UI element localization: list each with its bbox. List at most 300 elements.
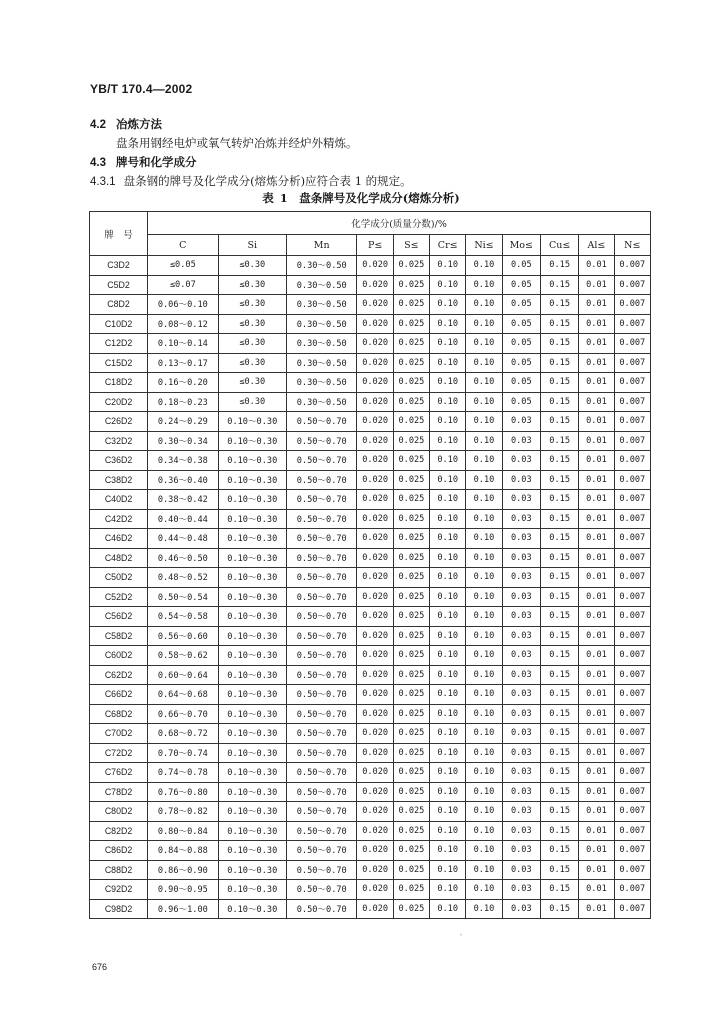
value-cell: 0.50～0.70 — [286, 899, 357, 919]
table-row — [90, 373, 651, 393]
value-cell: 0.10～0.30 — [218, 841, 286, 861]
grade-cell: C42D2 — [90, 509, 148, 529]
value-cell: 0.007 — [614, 685, 650, 705]
value-cell: 0.10 — [430, 353, 466, 373]
section-title: 牌号和化学成分 — [116, 155, 197, 169]
value-cell: 0.46～0.50 — [148, 548, 219, 568]
value-cell: 0.025 — [393, 509, 429, 529]
table-row — [90, 646, 651, 666]
value-cell: 0.020 — [357, 587, 393, 607]
value-cell: 0.01 — [579, 646, 614, 666]
value-cell: 0.03 — [502, 509, 540, 529]
grade-cell: C38D2 — [90, 470, 148, 490]
value-cell: 0.50～0.70 — [286, 470, 357, 490]
value-cell: 0.025 — [393, 334, 429, 354]
section-number: 4.2 — [90, 119, 106, 131]
value-cell: 0.01 — [579, 529, 614, 549]
table-row — [90, 743, 651, 763]
value-cell: 0.03 — [502, 763, 540, 783]
value-cell: 0.10～0.30 — [218, 431, 286, 451]
table-row — [90, 314, 651, 334]
value-cell: 0.50～0.70 — [286, 529, 357, 549]
value-cell: 0.15 — [540, 841, 578, 861]
value-cell: 0.025 — [393, 314, 429, 334]
value-cell: 0.15 — [540, 275, 578, 295]
table-row — [90, 841, 651, 861]
column-header: Mn — [286, 235, 357, 256]
value-cell: 0.025 — [393, 607, 429, 627]
value-cell: 0.020 — [357, 568, 393, 588]
value-cell: 0.007 — [614, 431, 650, 451]
grade-cell: C98D2 — [90, 899, 148, 919]
value-cell: 0.020 — [357, 802, 393, 822]
value-cell: 0.025 — [393, 587, 429, 607]
value-cell: 0.01 — [579, 763, 614, 783]
value-cell: 0.01 — [579, 451, 614, 471]
value-cell: 0.50～0.70 — [286, 568, 357, 588]
value-cell: 0.50～0.70 — [286, 880, 357, 900]
standard-number: YB/T 170.4—2002 — [90, 82, 193, 96]
value-cell: 0.15 — [540, 704, 578, 724]
value-cell: 0.50～0.70 — [286, 646, 357, 666]
value-cell: 0.18～0.23 — [148, 392, 219, 412]
value-cell: 0.86～0.90 — [148, 860, 219, 880]
table-row — [90, 470, 651, 490]
value-cell: 0.10 — [430, 431, 466, 451]
value-cell: 0.15 — [540, 782, 578, 802]
value-cell: 0.10 — [430, 646, 466, 666]
value-cell: 0.10 — [466, 743, 502, 763]
grade-cell: C48D2 — [90, 548, 148, 568]
table-row — [90, 704, 651, 724]
value-cell: 0.10 — [466, 314, 502, 334]
value-cell: 0.10 — [466, 451, 502, 471]
value-cell: 0.10 — [430, 490, 466, 510]
value-cell: 0.15 — [540, 607, 578, 627]
value-cell: 0.10 — [466, 704, 502, 724]
value-cell: ≤0.30 — [218, 353, 286, 373]
grade-cell: C36D2 — [90, 451, 148, 471]
value-cell: 0.007 — [614, 490, 650, 510]
value-cell: 0.96～1.00 — [148, 899, 219, 919]
stray-mark: 。 — [460, 930, 467, 937]
value-cell: 0.020 — [357, 353, 393, 373]
value-cell: 0.30～0.34 — [148, 431, 219, 451]
value-cell: 0.48～0.52 — [148, 568, 219, 588]
value-cell: 0.10 — [466, 529, 502, 549]
value-cell: 0.025 — [393, 646, 429, 666]
value-cell: 0.10 — [430, 763, 466, 783]
value-cell: 0.15 — [540, 353, 578, 373]
value-cell: 0.03 — [502, 548, 540, 568]
value-cell: 0.025 — [393, 295, 429, 315]
value-cell: 0.01 — [579, 841, 614, 861]
value-cell: 0.03 — [502, 841, 540, 861]
value-cell: 0.10～0.30 — [218, 685, 286, 705]
grade-cell: C88D2 — [90, 860, 148, 880]
value-cell: 0.15 — [540, 685, 578, 705]
value-cell: 0.10 — [466, 568, 502, 588]
value-cell: 0.15 — [540, 470, 578, 490]
value-cell: 0.50～0.70 — [286, 724, 357, 744]
value-cell: 0.60～0.64 — [148, 665, 219, 685]
column-header: Ni≤ — [466, 235, 502, 256]
value-cell: 0.01 — [579, 880, 614, 900]
value-cell: 0.10 — [430, 899, 466, 919]
value-cell: 0.020 — [357, 880, 393, 900]
value-cell: 0.025 — [393, 568, 429, 588]
value-cell: 0.10～0.30 — [218, 568, 286, 588]
value-cell: 0.03 — [502, 880, 540, 900]
grade-cell: C56D2 — [90, 607, 148, 627]
value-cell: 0.020 — [357, 704, 393, 724]
value-cell: 0.007 — [614, 509, 650, 529]
value-cell: 0.80～0.84 — [148, 821, 219, 841]
composition-group-header: 化学成分(质量分数)/% — [148, 212, 651, 235]
value-cell: 0.025 — [393, 490, 429, 510]
grade-cell: C20D2 — [90, 392, 148, 412]
value-cell: 0.50～0.70 — [286, 802, 357, 822]
value-cell: 0.15 — [540, 763, 578, 783]
value-cell: 0.15 — [540, 821, 578, 841]
value-cell: 0.10 — [466, 899, 502, 919]
value-cell: 0.50～0.70 — [286, 782, 357, 802]
table-row — [90, 860, 651, 880]
value-cell: 0.34～0.38 — [148, 451, 219, 471]
value-cell: 0.025 — [393, 451, 429, 471]
value-cell: 0.10 — [430, 860, 466, 880]
value-cell: 0.15 — [540, 899, 578, 919]
value-cell: 0.01 — [579, 626, 614, 646]
value-cell: 0.36～0.40 — [148, 470, 219, 490]
value-cell: 0.007 — [614, 295, 650, 315]
value-cell: 0.03 — [502, 685, 540, 705]
value-cell: 0.10～0.30 — [218, 548, 286, 568]
value-cell: 0.30～0.50 — [286, 392, 357, 412]
table-row — [90, 392, 651, 412]
value-cell: 0.020 — [357, 509, 393, 529]
value-cell: 0.01 — [579, 373, 614, 393]
value-cell: 0.10 — [430, 607, 466, 627]
table-body — [90, 256, 651, 919]
value-cell: 0.01 — [579, 470, 614, 490]
grade-cell: C10D2 — [90, 314, 148, 334]
value-cell: 0.10 — [466, 548, 502, 568]
value-cell: 0.01 — [579, 860, 614, 880]
table-row — [90, 353, 651, 373]
value-cell: 0.10 — [466, 334, 502, 354]
value-cell: 0.020 — [357, 470, 393, 490]
value-cell: 0.01 — [579, 509, 614, 529]
column-header: Si — [218, 235, 286, 256]
value-cell: 0.30～0.50 — [286, 314, 357, 334]
value-cell: 0.020 — [357, 899, 393, 919]
value-cell: 0.10 — [466, 392, 502, 412]
value-cell: 0.40～0.44 — [148, 509, 219, 529]
value-cell: 0.020 — [357, 275, 393, 295]
value-cell: 0.10 — [430, 509, 466, 529]
value-cell: 0.10 — [466, 802, 502, 822]
value-cell: 0.10 — [466, 431, 502, 451]
value-cell: 0.025 — [393, 665, 429, 685]
value-cell: 0.10 — [430, 665, 466, 685]
value-cell: 0.10 — [430, 802, 466, 822]
section-4-3-1-paragraph — [90, 173, 412, 189]
value-cell: 0.30～0.50 — [286, 256, 357, 276]
value-cell: 0.10 — [466, 412, 502, 432]
grade-cell: C15D2 — [90, 353, 148, 373]
value-cell: 0.10 — [430, 373, 466, 393]
value-cell: 0.15 — [540, 431, 578, 451]
value-cell: 0.007 — [614, 607, 650, 627]
table-row — [90, 587, 651, 607]
value-cell: 0.007 — [614, 568, 650, 588]
value-cell: 0.020 — [357, 412, 393, 432]
value-cell: 0.10～0.30 — [218, 451, 286, 471]
value-cell: 0.10 — [430, 587, 466, 607]
table-row — [90, 899, 651, 919]
value-cell: ≤0.30 — [218, 314, 286, 334]
value-cell: 0.10 — [466, 841, 502, 861]
value-cell: 0.10 — [430, 295, 466, 315]
value-cell: 0.10 — [466, 295, 502, 315]
value-cell: 0.30～0.50 — [286, 353, 357, 373]
value-cell: 0.020 — [357, 451, 393, 471]
value-cell: 0.020 — [357, 295, 393, 315]
value-cell: 0.025 — [393, 743, 429, 763]
value-cell: 0.025 — [393, 626, 429, 646]
value-cell: 0.025 — [393, 841, 429, 861]
value-cell: 0.10～0.30 — [218, 763, 286, 783]
table-row — [90, 763, 651, 783]
value-cell: 0.15 — [540, 880, 578, 900]
value-cell: 0.007 — [614, 587, 650, 607]
value-cell: 0.10 — [466, 860, 502, 880]
value-cell: 0.020 — [357, 256, 393, 276]
value-cell: 0.10～0.30 — [218, 412, 286, 432]
value-cell: ≤0.30 — [218, 392, 286, 412]
value-cell: ≤0.30 — [218, 334, 286, 354]
value-cell: 0.10 — [466, 275, 502, 295]
value-cell: 0.01 — [579, 256, 614, 276]
value-cell: 0.01 — [579, 685, 614, 705]
value-cell: 0.90～0.95 — [148, 880, 219, 900]
grade-cell: C86D2 — [90, 841, 148, 861]
grade-cell: C3D2 — [90, 256, 148, 276]
value-cell: 0.50～0.70 — [286, 431, 357, 451]
value-cell: 0.01 — [579, 724, 614, 744]
value-cell: 0.30～0.50 — [286, 275, 357, 295]
value-cell: 0.05 — [502, 353, 540, 373]
value-cell: 0.15 — [540, 529, 578, 549]
value-cell: ≤0.30 — [218, 275, 286, 295]
value-cell: 0.03 — [502, 821, 540, 841]
value-cell: 0.020 — [357, 607, 393, 627]
value-cell: 0.10 — [430, 821, 466, 841]
value-cell: 0.24～0.29 — [148, 412, 219, 432]
column-header: Mo≤ — [502, 235, 540, 256]
value-cell: 0.007 — [614, 275, 650, 295]
value-cell: 0.03 — [502, 412, 540, 432]
column-header: Cr≤ — [430, 235, 466, 256]
value-cell: 0.007 — [614, 743, 650, 763]
value-cell: 0.10～0.30 — [218, 626, 286, 646]
value-cell: 0.03 — [502, 607, 540, 627]
column-header: Cu≤ — [540, 235, 578, 256]
value-cell: 0.007 — [614, 821, 650, 841]
value-cell: 0.01 — [579, 548, 614, 568]
value-cell: 0.020 — [357, 841, 393, 861]
value-cell: 0.08～0.12 — [148, 314, 219, 334]
value-cell: 0.76～0.80 — [148, 782, 219, 802]
value-cell: 0.15 — [540, 509, 578, 529]
value-cell: 0.03 — [502, 490, 540, 510]
value-cell: 0.025 — [393, 392, 429, 412]
value-cell: 0.44～0.48 — [148, 529, 219, 549]
value-cell: 0.15 — [540, 587, 578, 607]
value-cell: 0.10 — [430, 256, 466, 276]
value-cell: 0.05 — [502, 373, 540, 393]
value-cell: ≤0.07 — [148, 275, 219, 295]
value-cell: 0.01 — [579, 607, 614, 627]
value-cell: 0.03 — [502, 782, 540, 802]
value-cell: 0.01 — [579, 334, 614, 354]
value-cell: 0.68～0.72 — [148, 724, 219, 744]
value-cell: 0.007 — [614, 802, 650, 822]
grade-cell: C92D2 — [90, 880, 148, 900]
value-cell: 0.025 — [393, 724, 429, 744]
value-cell: 0.007 — [614, 860, 650, 880]
value-cell: 0.03 — [502, 704, 540, 724]
value-cell: 0.10～0.30 — [218, 802, 286, 822]
value-cell: 0.15 — [540, 451, 578, 471]
value-cell: 0.020 — [357, 490, 393, 510]
value-cell: 0.10 — [430, 334, 466, 354]
value-cell: 0.84～0.88 — [148, 841, 219, 861]
clause-text: 盘条钢的牌号及化学成分(熔炼分析)应符合表 1 的规定。 — [123, 174, 412, 188]
value-cell: 0.007 — [614, 880, 650, 900]
value-cell: 0.020 — [357, 529, 393, 549]
value-cell: 0.10～0.30 — [218, 704, 286, 724]
value-cell: 0.025 — [393, 763, 429, 783]
grade-cell: C52D2 — [90, 587, 148, 607]
value-cell: 0.10～0.30 — [218, 529, 286, 549]
value-cell: 0.025 — [393, 256, 429, 276]
value-cell: 0.15 — [540, 314, 578, 334]
section-number: 4.3 — [90, 157, 106, 169]
value-cell: 0.020 — [357, 626, 393, 646]
value-cell: 0.15 — [540, 860, 578, 880]
value-cell: 0.15 — [540, 412, 578, 432]
value-cell: 0.05 — [502, 256, 540, 276]
column-header: N≤ — [614, 235, 650, 256]
value-cell: 0.01 — [579, 704, 614, 724]
value-cell: 0.03 — [502, 899, 540, 919]
value-cell: 0.15 — [540, 665, 578, 685]
value-cell: 0.025 — [393, 899, 429, 919]
table-row — [90, 665, 651, 685]
value-cell: 0.38～0.42 — [148, 490, 219, 510]
section-4-3-heading — [90, 154, 197, 170]
value-cell: 0.007 — [614, 392, 650, 412]
value-cell: 0.03 — [502, 587, 540, 607]
grade-cell: C46D2 — [90, 529, 148, 549]
value-cell: 0.01 — [579, 275, 614, 295]
value-cell: 0.10 — [466, 470, 502, 490]
value-cell: 0.50～0.70 — [286, 743, 357, 763]
value-cell: 0.50～0.70 — [286, 451, 357, 471]
value-cell: 0.03 — [502, 431, 540, 451]
value-cell: 0.03 — [502, 860, 540, 880]
value-cell: 0.10～0.30 — [218, 470, 286, 490]
grade-cell: C18D2 — [90, 373, 148, 393]
value-cell: 0.50～0.70 — [286, 490, 357, 510]
value-cell: 0.007 — [614, 763, 650, 783]
value-cell: 0.007 — [614, 529, 650, 549]
value-cell: 0.10～0.14 — [148, 334, 219, 354]
value-cell: 0.10～0.30 — [218, 899, 286, 919]
value-cell: 0.10 — [466, 626, 502, 646]
value-cell: 0.10 — [430, 743, 466, 763]
value-cell: 0.01 — [579, 314, 614, 334]
value-cell: 0.70～0.74 — [148, 743, 219, 763]
value-cell: 0.05 — [502, 275, 540, 295]
value-cell: 0.10～0.30 — [218, 607, 286, 627]
value-cell: ≤0.30 — [218, 256, 286, 276]
value-cell: 0.74～0.78 — [148, 763, 219, 783]
value-cell: 0.50～0.70 — [286, 763, 357, 783]
value-cell: 0.10 — [466, 782, 502, 802]
value-cell: 0.01 — [579, 412, 614, 432]
value-cell: 0.10 — [466, 607, 502, 627]
value-cell: 0.50～0.70 — [286, 626, 357, 646]
value-cell: 0.025 — [393, 373, 429, 393]
value-cell: 0.10 — [466, 587, 502, 607]
table-row — [90, 568, 651, 588]
value-cell: 0.10 — [430, 568, 466, 588]
value-cell: 0.10～0.30 — [218, 782, 286, 802]
grade-cell: C26D2 — [90, 412, 148, 432]
value-cell: 0.03 — [502, 665, 540, 685]
value-cell: 0.78～0.82 — [148, 802, 219, 822]
value-cell: 0.10 — [430, 724, 466, 744]
table-caption: 表 1 盘条牌号及化学成分(熔炼分析) — [262, 191, 460, 205]
value-cell: 0.10 — [466, 509, 502, 529]
value-cell: 0.007 — [614, 782, 650, 802]
value-cell: 0.16～0.20 — [148, 373, 219, 393]
value-cell: 0.10 — [466, 256, 502, 276]
value-cell: 0.01 — [579, 782, 614, 802]
value-cell: 0.025 — [393, 470, 429, 490]
value-cell: 0.020 — [357, 860, 393, 880]
value-cell: ≤0.30 — [218, 373, 286, 393]
value-cell: 0.10 — [466, 821, 502, 841]
table-row — [90, 802, 651, 822]
grade-cell: C40D2 — [90, 490, 148, 510]
value-cell: 0.50～0.70 — [286, 412, 357, 432]
value-cell: 0.50～0.54 — [148, 587, 219, 607]
value-cell: 0.10～0.30 — [218, 880, 286, 900]
value-cell: 0.10 — [430, 314, 466, 334]
value-cell: 0.03 — [502, 802, 540, 822]
table-row — [90, 431, 651, 451]
value-cell: 0.30～0.50 — [286, 373, 357, 393]
value-cell: 0.03 — [502, 646, 540, 666]
page-number: 676 — [92, 962, 108, 972]
value-cell: 0.020 — [357, 392, 393, 412]
table-row — [90, 724, 651, 744]
value-cell: 0.025 — [393, 529, 429, 549]
